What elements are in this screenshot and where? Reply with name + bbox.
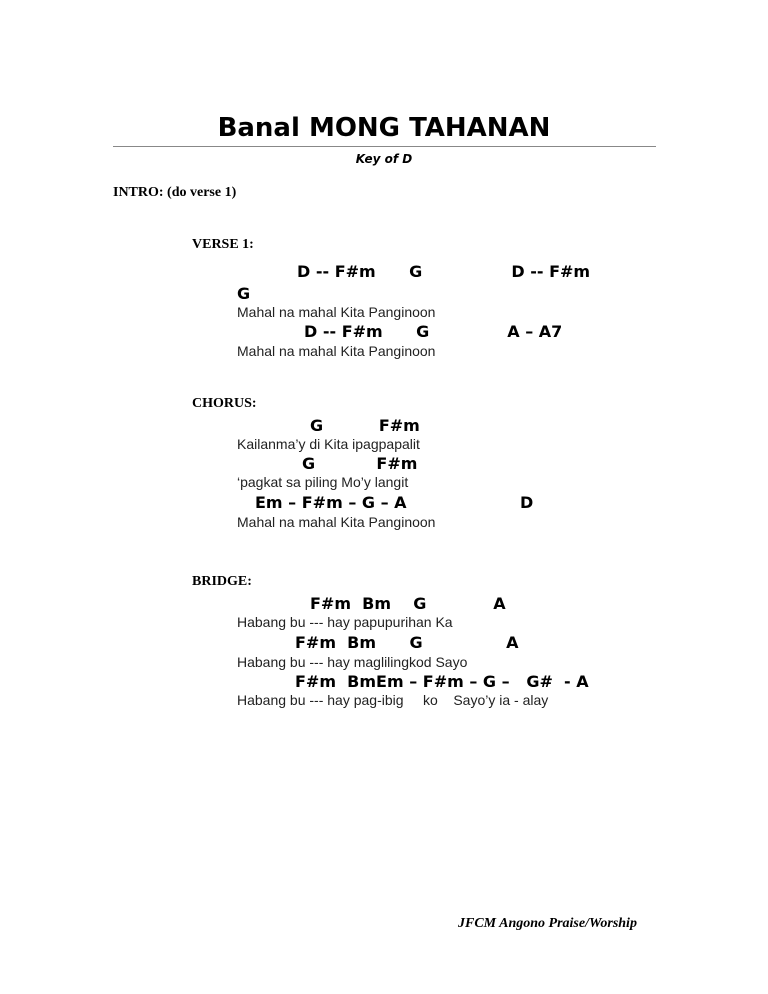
verse1-chords-line1: D -- F#m G D -- F#m [297, 262, 591, 281]
chorus-chords-line3-end: D [520, 493, 534, 512]
intro-label: INTRO: (do verse 1) [113, 185, 237, 200]
verse1-chords-line1-wrap: G [237, 284, 251, 303]
footer-credit: JFCM Angono Praise/Worship [458, 916, 637, 931]
bridge-chords-line2: F#m Bm G A [295, 633, 519, 652]
chorus-label: CHORUS: [192, 396, 257, 411]
key-label: Key of D [355, 152, 413, 166]
chorus-lyric-line1: Kailanma’y di Kita ipagpapalit [237, 436, 420, 452]
chorus-lyric-line2: ‘pagkat sa piling Mo’y langit [237, 474, 409, 490]
chorus-lyric-line3: Mahal na mahal Kita Panginoon [237, 514, 436, 530]
verse1-label: VERSE 1: [192, 237, 254, 252]
bridge-lyric-line3: Habang bu --- hay pag-ibig ko Sayo’y ia - alay [237, 692, 549, 708]
bridge-lyric-line1: Habang bu --- hay papupurihan Ka [237, 614, 453, 630]
title-divider [113, 146, 656, 147]
bridge-label: BRIDGE: [192, 574, 252, 589]
bridge-chords-line1: F#m Bm G A [310, 594, 506, 613]
verse1-lyric-line1: Mahal na mahal Kita Panginoon [237, 304, 436, 320]
chorus-chords-line2: G F#m [302, 454, 418, 473]
bridge-lyric-line2: Habang bu --- hay maglilingkod Sayo [237, 654, 468, 670]
bridge-chords-line3: F#m BmEm – F#m – G – G# - A [295, 672, 589, 691]
verse1-chords-line2: D -- F#m G A – A7 [304, 322, 563, 341]
song-title: Banal MONG TAHANAN [217, 113, 551, 143]
chorus-chords-line1: G F#m [310, 416, 420, 435]
verse1-lyric-line2: Mahal na mahal Kita Panginoon [237, 343, 436, 359]
chorus-chords-line3: Em – F#m – G – A [255, 493, 407, 512]
